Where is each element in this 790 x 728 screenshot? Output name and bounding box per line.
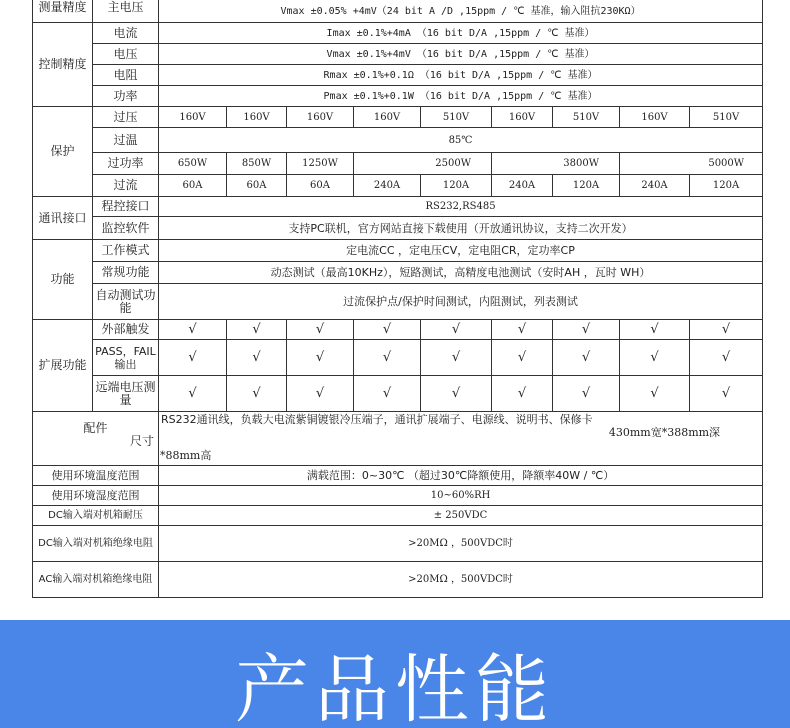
overpower-cell: 850W (227, 153, 287, 175)
label-external-trigger: 外部触发 (93, 320, 159, 340)
overcurrent-cell: 240A (620, 175, 690, 197)
check-mark: √ (690, 376, 763, 412)
row-external-trigger (33, 320, 763, 340)
row-control-resistance (33, 65, 763, 86)
row-main-voltage (33, 0, 763, 23)
row-env-humidity (33, 486, 763, 506)
category-comm: 通讯接口 (33, 197, 93, 240)
check-mark: √ (354, 376, 421, 412)
spec-table (32, 0, 763, 598)
label-work-mode: 工作模式 (93, 240, 159, 262)
label-ac-insulation: AC输入端对机箱绝缘电阻 (33, 562, 159, 598)
label-remote-sense: 远端电压测量 (93, 376, 159, 412)
check-mark: √ (287, 340, 354, 376)
check-mark: √ (620, 340, 690, 376)
check-mark: √ (421, 340, 492, 376)
check-mark: √ (227, 340, 287, 376)
category-control-accuracy: 控制精度 (33, 23, 93, 107)
check-mark: √ (553, 320, 620, 340)
category-functions: 功能 (33, 240, 93, 320)
size-label: 尺寸 (129, 434, 154, 448)
row-dc-insulation (33, 526, 763, 562)
size-width-depth: 430mm宽*388mm深 (608, 426, 721, 439)
label-env-humidity: 使用环境湿度范围 (33, 486, 159, 506)
value-auto-test: 过流保护点/保护时间测试，内阻测试，列表测试 (159, 284, 763, 320)
label-comm-interface: 程控接口 (93, 197, 159, 217)
accessories-label-cell (33, 412, 159, 466)
value-main-voltage: Vmax ±0.05% +4mV（24 bit A /D ,15ppm / ℃ 基准，输入阻抗230KΩ） (159, 0, 763, 23)
overcurrent-cell: 120A (421, 175, 492, 197)
row-work-mode (33, 240, 763, 262)
overpower-cell: 5000W (620, 153, 763, 175)
label-main-voltage: 主电压 (93, 0, 159, 23)
value-env-temp: 满载范围：0~30℃ （超过30℃降额使用，降额率40W / ℃） (159, 466, 763, 486)
label-control-current: 电流 (93, 23, 159, 44)
row-comm-software (33, 217, 763, 240)
value-regular-functions: 动态测试（最高10KHz），短路测试，高精度电池测试（安时AH ，瓦时 WH） (159, 262, 763, 284)
value-ac-insulation: >20MΩ ，500VDC时 (159, 562, 763, 598)
row-auto-test (33, 284, 763, 320)
banner-title: 产品性能 (235, 647, 555, 728)
check-mark: √ (620, 320, 690, 340)
row-dc-withstand (33, 506, 763, 526)
label-control-voltage: 电压 (93, 44, 159, 65)
overvoltage-cell: 160V (620, 107, 690, 128)
overcurrent-cell: 60A (159, 175, 227, 197)
label-control-resistance: 电阻 (93, 65, 159, 86)
overcurrent-cell: 120A (553, 175, 620, 197)
check-mark: √ (421, 376, 492, 412)
overpower-cell: 2500W (354, 153, 492, 175)
check-mark: √ (492, 340, 553, 376)
check-mark: √ (227, 376, 287, 412)
label-pass-fail: PASS，FAIL输出 (93, 340, 159, 376)
overcurrent-cell: 120A (690, 175, 763, 197)
value-dc-insulation: >20MΩ ，500VDC时 (159, 526, 763, 562)
row-overtemp (33, 128, 763, 153)
category-extended: 扩展功能 (33, 320, 93, 412)
label-control-power: 功率 (93, 86, 159, 107)
overpower-cell: 650W (159, 153, 227, 175)
row-ac-insulation (33, 562, 763, 598)
overpower-cell: 3800W (492, 153, 620, 175)
row-control-voltage (33, 44, 763, 65)
value-control-resistance: Rmax ±0.1%+0.1Ω （16 bit D/A ,15ppm / ℃ 基准） (159, 65, 763, 86)
value-control-power: Pmax ±0.1%+0.1W （16 bit D/A ,15ppm / ℃ 基准） (159, 86, 763, 107)
overvoltage-cell: 160V (287, 107, 354, 128)
check-mark: √ (690, 340, 763, 376)
label-env-temp: 使用环境温度范围 (33, 466, 159, 486)
overpower-cell: 1250W (287, 153, 354, 175)
label-dc-withstand: DC输入端对机箱耐压 (33, 506, 159, 526)
row-overvoltage (33, 107, 763, 128)
check-mark: √ (287, 376, 354, 412)
label-comm-software: 监控软件 (93, 217, 159, 240)
value-work-mode: 定电流CC ，定电压CV，定电阻CR，定功率CP (159, 240, 763, 262)
overvoltage-cell: 160V (492, 107, 553, 128)
value-comm-software: 支持PC联机，官方网站直接下载使用（开放通讯协议，支持二次开发） (159, 217, 763, 240)
row-env-temp (33, 466, 763, 486)
check-mark: √ (159, 320, 227, 340)
check-mark: √ (287, 320, 354, 340)
row-control-power (33, 86, 763, 107)
overvoltage-cell: 160V (354, 107, 421, 128)
overvoltage-cell: 510V (421, 107, 492, 128)
row-pass-fail (33, 340, 763, 376)
overvoltage-cell: 160V (227, 107, 287, 128)
value-env-humidity: 10~60%RH (159, 486, 763, 506)
value-control-current: Imax ±0.1%+4mA （16 bit D/A ,15ppm / ℃ 基准） (159, 23, 763, 44)
check-mark: √ (690, 320, 763, 340)
accessories-list: RS232通讯线，负载大电流紫铜镀银冷压端子，通讯扩展端子、电源线、说明书、保修卡 (161, 413, 593, 426)
row-comm-interface (33, 197, 763, 217)
label-overcurrent: 过流 (93, 175, 159, 197)
accessories-value (159, 412, 763, 466)
row-overpower (33, 153, 763, 175)
check-mark: √ (354, 340, 421, 376)
category-measure-accuracy: 测量精度 (33, 0, 93, 23)
value-overtemp: 85℃ (159, 128, 763, 153)
check-mark: √ (159, 376, 227, 412)
overcurrent-cell: 240A (354, 175, 421, 197)
value-dc-withstand: ± 250VDC (159, 506, 763, 526)
label-overpower: 过功率 (93, 153, 159, 175)
label-auto-test: 自动测试功能 (93, 284, 159, 320)
label-overtemp: 过温 (93, 128, 159, 153)
check-mark: √ (421, 320, 492, 340)
row-regular-functions (33, 262, 763, 284)
overcurrent-cell: 60A (227, 175, 287, 197)
check-mark: √ (492, 376, 553, 412)
row-control-current (33, 23, 763, 44)
overvoltage-cell: 510V (553, 107, 620, 128)
value-comm-interface: RS232,RS485 (159, 197, 763, 217)
row-overcurrent (33, 175, 763, 197)
category-protection: 保护 (33, 107, 93, 197)
check-mark: √ (620, 376, 690, 412)
check-mark: √ (553, 376, 620, 412)
value-control-voltage: Vmax ±0.1%+4mV （16 bit D/A ,15ppm / ℃ 基准） (159, 44, 763, 65)
overcurrent-cell: 240A (492, 175, 553, 197)
check-mark: √ (553, 340, 620, 376)
check-mark: √ (492, 320, 553, 340)
check-mark: √ (159, 340, 227, 376)
overcurrent-cell: 60A (287, 175, 354, 197)
accessories-label: 配件 (83, 421, 108, 435)
label-overvoltage: 过压 (93, 107, 159, 128)
section-banner (0, 620, 790, 728)
label-dc-insulation: DC输入端对机箱绝缘电阻 (33, 526, 159, 562)
check-mark: √ (227, 320, 287, 340)
overvoltage-cell: 160V (159, 107, 227, 128)
check-mark: √ (354, 320, 421, 340)
row-accessories (33, 412, 763, 466)
overvoltage-cell: 510V (690, 107, 763, 128)
size-height: *88mm高 (160, 449, 212, 462)
row-remote-sense (33, 376, 763, 412)
label-regular-functions: 常规功能 (93, 262, 159, 284)
